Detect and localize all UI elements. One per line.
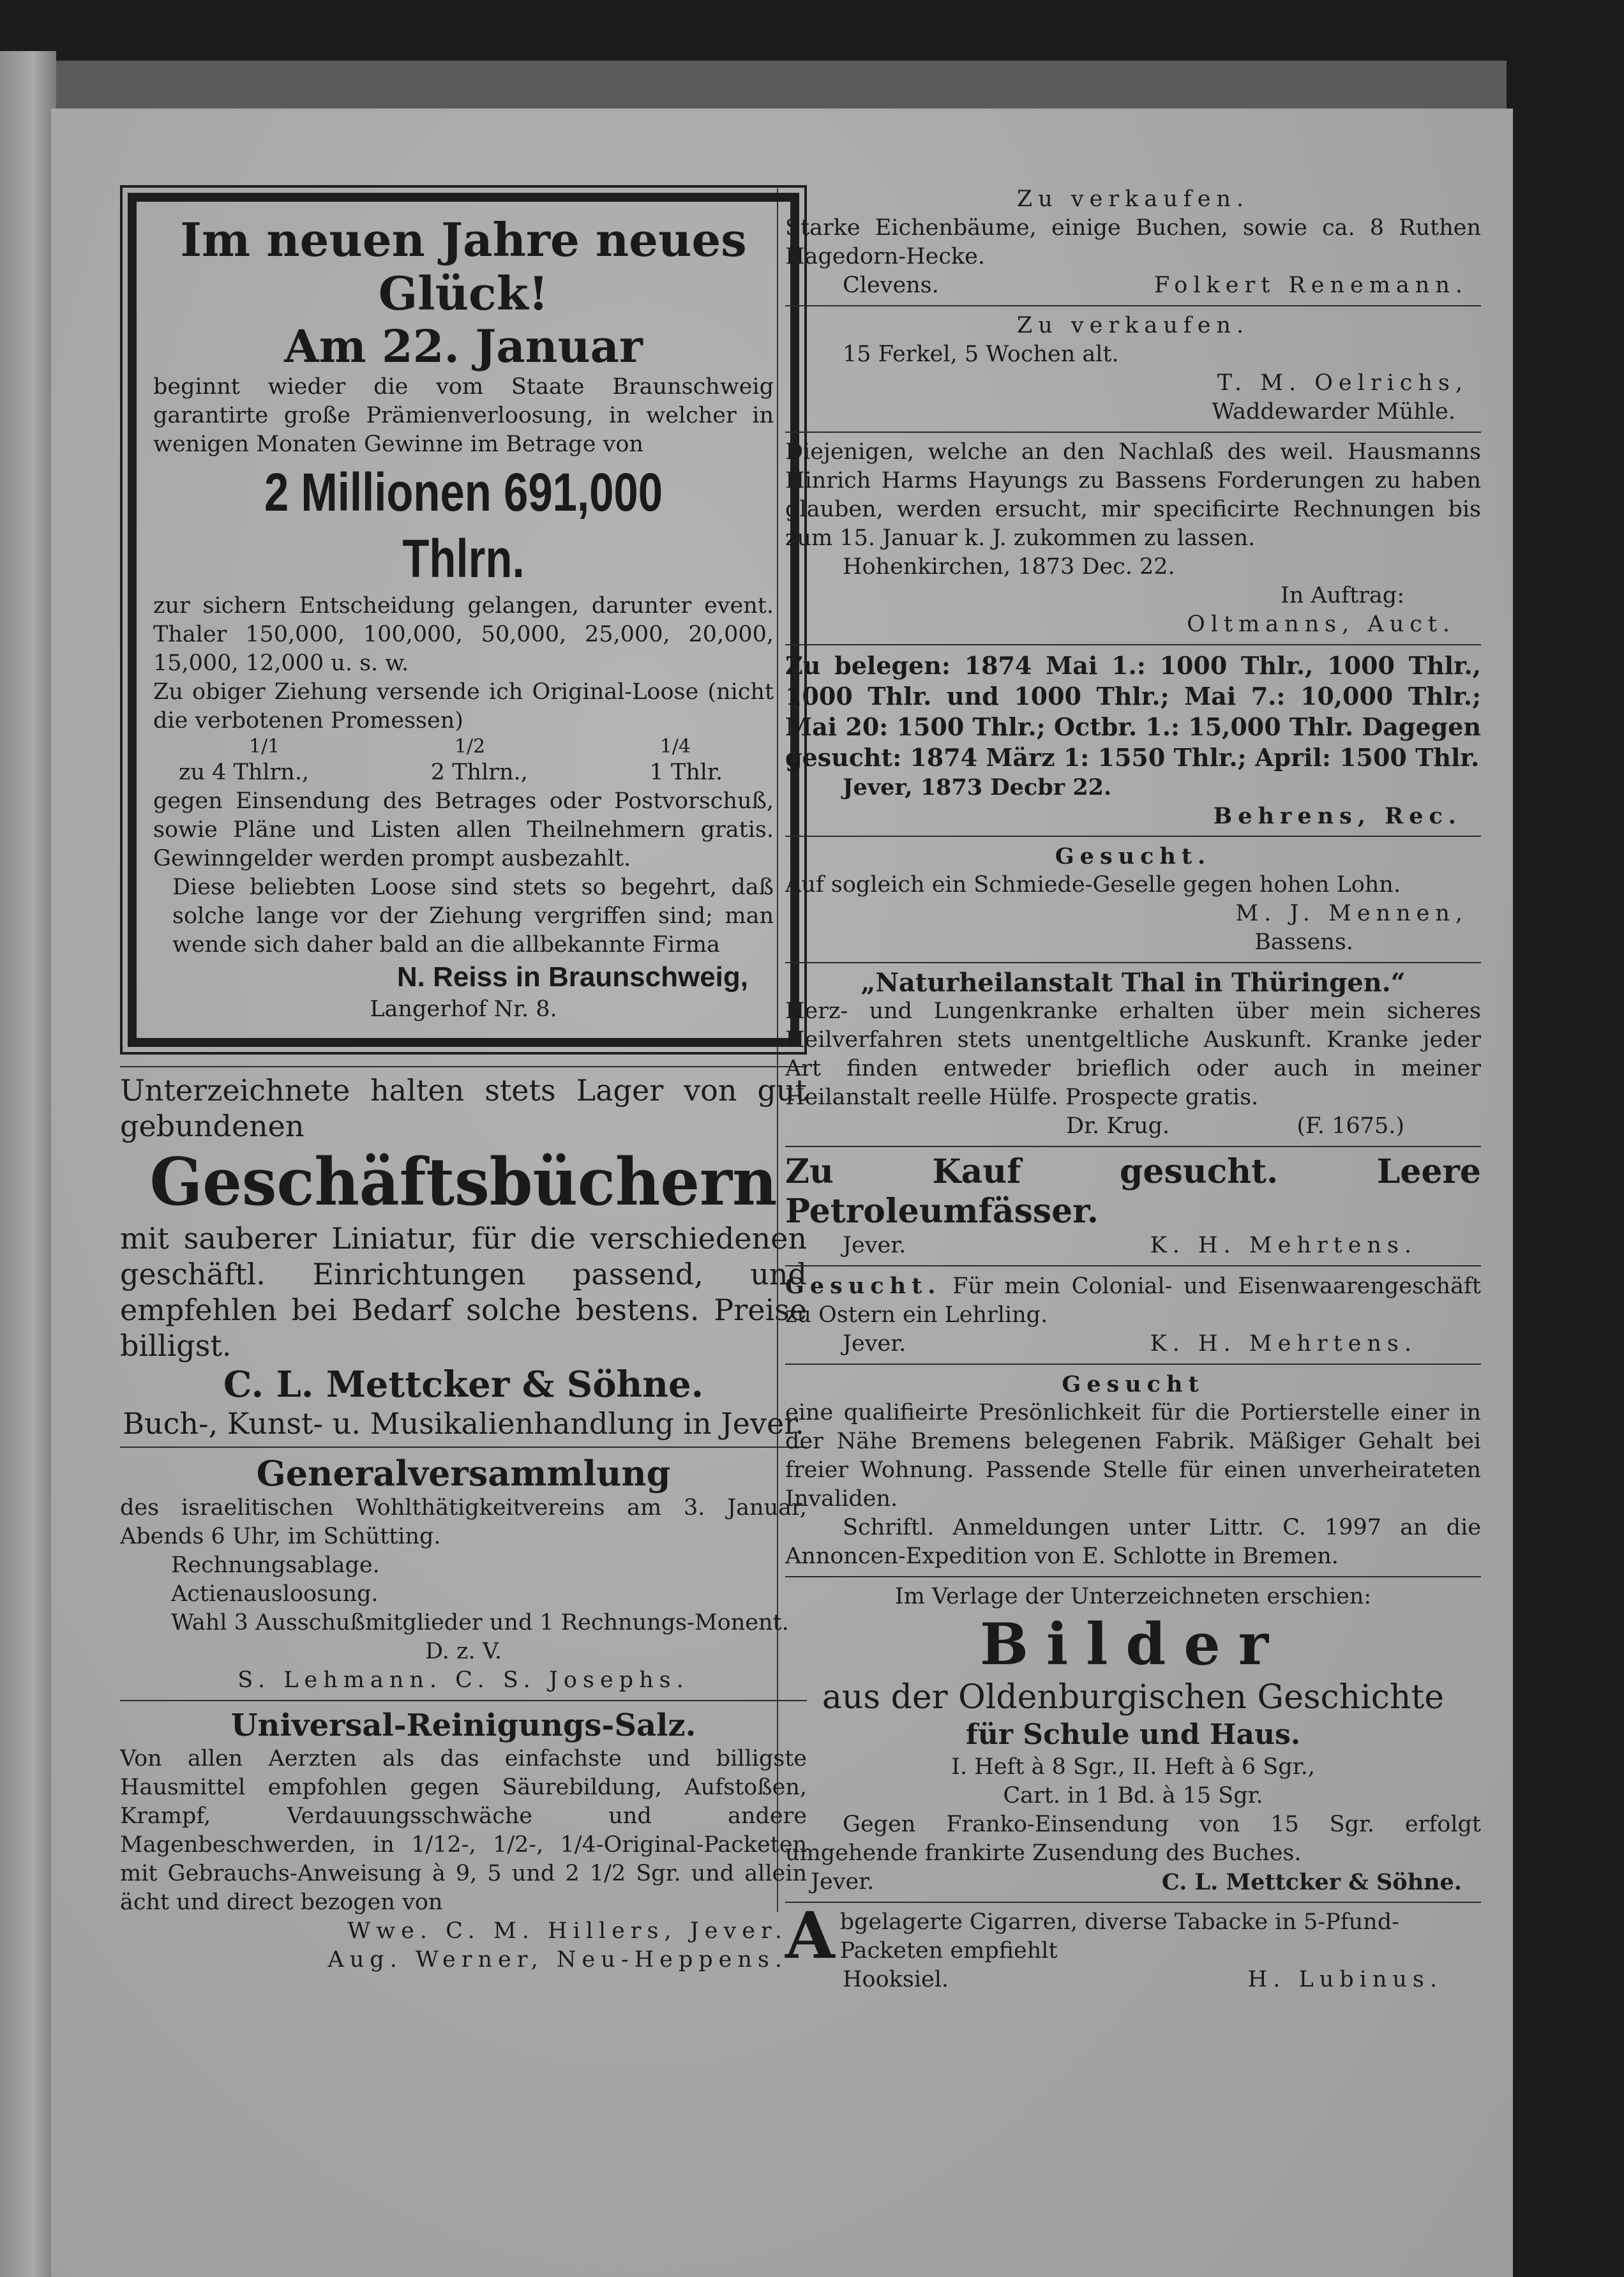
publisher-body: Gegen Franko-Einsendung von 15 Sgr. erfolgt umgehende frankirte Zusendung des Buches. [785, 1812, 1481, 1866]
apprentice-ad [785, 1272, 1481, 1358]
apprentice-place: Jever. [843, 1331, 906, 1356]
sale1-name: Folkert Renemann. [1154, 273, 1468, 298]
loan-notice [785, 650, 1481, 830]
sale2-title: Zu verkaufen. [1016, 313, 1250, 338]
sale2-name: T. M. Oelrichs, [1217, 370, 1468, 396]
sale1-title: Zu verkaufen. [1016, 186, 1250, 212]
cigar-place: Hooksiel. [843, 1967, 949, 1992]
clinic-sign: Dr. Krug. [1066, 1113, 1170, 1139]
salt-title: Universal-Reinigungs-Salz. [230, 1708, 696, 1743]
estate-body: Diejenigen, welche an den Nachlaß des weil. Hausmanns Hinrich Harms Hayungs zu Bassens Forderungen zu haben glauben, werden ersucht, mir specificirte Rechnungen bis zum 15. Januar k. J. zukommen zu lassen. [785, 439, 1481, 551]
books-title: Geschäftsbüchern [149, 1144, 778, 1221]
clinic-signature [785, 1112, 1481, 1141]
loan-name: Behrens, Rec. [1213, 803, 1462, 829]
publisher-title: Bilder [979, 1611, 1287, 1678]
fraction-whole: 1/1 [249, 735, 280, 758]
publisher-line-1: I. Heft à 8 Sgr., II. Heft à 6 Sgr., [951, 1754, 1315, 1780]
sale-notice-2 [785, 312, 1481, 426]
sale1-place: Clevens. [843, 273, 939, 298]
publisher-sub-2: für Schule und Haus. [965, 1718, 1301, 1751]
assembly-names: S. Lehmann. C. S. Josephs. [237, 1667, 689, 1693]
divider [785, 644, 1481, 645]
lottery-headline-2: Glück! [378, 266, 549, 320]
price-whole: zu 4 Thlrn., [179, 760, 310, 785]
barrel-signature [785, 1231, 1481, 1260]
lottery-para-2: Zu obiger Ziehung versende ich Original-Loose (nicht die verbotenen Promessen) [153, 679, 774, 733]
publisher-intro: Im Verlage der Unterzeichneten erschien: [894, 1584, 1372, 1609]
smith-name: M. J. Mennen, [1235, 901, 1468, 926]
cigar-text: bgelagerte Cigarren, diverse Tabacke in 5-Pfund-Packeten empfiehlt [839, 1909, 1399, 1964]
barrel-title: Zu Kauf gesucht. Leere Petroleumfässer. [785, 1152, 1481, 1231]
books-body: mit sauberer Liniatur, für die verschiedenen geschäftl. Einrichtungen passend, und empfehlen bei Bedarf solche bestens. Preise billigst. [120, 1221, 807, 1363]
smith-title: Gesucht. [1055, 843, 1212, 869]
lottery-date: Am 22. Januar [284, 320, 643, 373]
newspaper-page [51, 109, 1513, 2277]
publisher-firm: C. L. Mettcker & Söhne. [1161, 1869, 1462, 1895]
publisher-signature [785, 1868, 1481, 1897]
porter-ad [785, 1370, 1481, 1571]
divider [120, 1447, 807, 1448]
apprentice-body [785, 1272, 1481, 1330]
smith-body: Auf sogleich ein Schmiede-Geselle gegen hohen Lohn. [785, 872, 1401, 898]
loan-date: Jever, 1873 Decbr 22. [843, 774, 1112, 800]
porter-body: eine qualifieirte Presönlichkeit für die Portierstelle einer in der Nähe Bremens belegenen Fabrik. Mäßiger Gehalt bei freier Wohnung. Passende Stelle für einen unverheirateten Invaliden. [785, 1400, 1481, 1512]
divider [785, 836, 1481, 837]
clinic-ref: (F. 1675.) [1297, 1113, 1404, 1139]
salt-ad [120, 1706, 807, 1974]
price-quarter: 1 Thlr. [649, 760, 723, 785]
assembly-notice [120, 1453, 807, 1695]
divider [785, 1364, 1481, 1365]
lottery-prices [153, 758, 774, 787]
barrel-place: Jever. [843, 1233, 906, 1258]
assembly-title: Generalversammlung [256, 1453, 671, 1494]
books-sub: Buch-, Kunst- u. Musikalienhandlung in Jever. [123, 1406, 804, 1441]
barrel-ad [785, 1152, 1481, 1260]
publisher-line-2: Cart. in 1 Bd. à 15 Sgr. [1003, 1783, 1263, 1808]
books-ad [120, 1072, 807, 1441]
sale1-signature [785, 271, 1481, 300]
estate-notice [785, 438, 1481, 639]
clinic-ad [785, 968, 1481, 1141]
assembly-item: Rechnungsablage. [171, 1552, 380, 1578]
clinic-title: „Naturheilanstalt Thal in Thüringen.“ [861, 968, 1406, 998]
publisher-place: Jever. [811, 1869, 875, 1895]
apprentice-title: Gesucht. [785, 1273, 942, 1299]
divider [785, 1576, 1481, 1577]
lottery-firm: N. Reiss in Braunschweig, [396, 961, 748, 993]
divider [120, 1700, 807, 1701]
cigar-ad [785, 1898, 1481, 1994]
apprentice-text: Für mein Colonial- und Eisenwaarengeschäft zu Ostern ein Lehrling. [785, 1274, 1481, 1328]
salt-body: Von allen Aerzten als das einfachste und billigste Hausmittel empfohlen gegen Säurebildung, Aufstoßen, Krampf, Verdauungsschwäche und andere Magenbeschwerden, in 1/12-, 1/2-, 1/4-Original-Packeten mit Gebrauchs-Anweisung à 9, 5 und 2 1/2 Sgr. und allein ächt und direct bezogen von [120, 1746, 807, 1915]
estate-date: Hohenkirchen, 1873 Dec. 22. [843, 554, 1175, 580]
divider [785, 1265, 1481, 1266]
sale1-body: Starke Eichenbäume, einige Buchen, sowie ca. 8 Ruthen Hagedorn-Hecke. [785, 215, 1481, 269]
divider [785, 1146, 1481, 1147]
clinic-body: Herz- und Lungenkranke erhalten über mein sicheres Heilverfahren stets unentgeltliche Auskunft. Kranke jeder Art finden entweder brieflich oder auch in meiner Heilanstalt reelle Hülfe. Prospecte gratis. [785, 998, 1481, 1110]
books-firm: C. L. Mettcker & Söhne. [223, 1364, 704, 1406]
lottery-para-4: Diese beliebten Loose sind stets so begehrt, daß solche lange vor der Ziehung vergriffen sind; man wende sich daher bald an die allbekannte Firma [172, 875, 774, 958]
publisher-ad [785, 1582, 1481, 1897]
loan-body: Zu belegen: 1874 Mai 1.: 1000 Thlr., 1000 Thlr., 1000 Thlr. und 1000 Thlr.; Mai 7.: 10,000 Thlr.; Mai 20: 1500 Thlr.; Octbr. 1.: 15,000 Thlr. Dagegen gesucht: 1874 März 1: 1550 Thlr.; April: 1500 Thlr. [785, 651, 1481, 772]
assembly-item: Actienausloosung. [171, 1581, 379, 1607]
lottery-intro: beginnt wieder die vom Staate Braunschweig garantirte große Prämienverloosung, in welcher in wenigen Monaten Gewinne im Betrage von [153, 374, 774, 457]
left-page-edge [0, 51, 56, 2277]
assembly-body: des israelitischen Wohlthätigkeitvereins am 3. Januar, Abends 6 Uhr, im Schütting. [120, 1495, 807, 1549]
barrel-name: K. H. Mehrtens. [1150, 1233, 1417, 1258]
divider [785, 962, 1481, 963]
salt-seller-1: Wwe. C. M. Hillers, Jever. [347, 1918, 788, 1944]
estate-order: In Auftrag: [1280, 583, 1404, 608]
price-half: 2 Thlrn., [430, 760, 528, 785]
lottery-headline: Im neuen Jahre neues [180, 213, 747, 267]
assembly-sign: D. z. V. [425, 1639, 502, 1664]
porter-body-2: Schriftl. Anmeldungen unter Littr. C. 1997 an die Annoncen-Expedition von E. Schlotte in Bremen. [785, 1515, 1481, 1569]
lottery-para-1: zur sichern Entscheidung gelangen, darunter event. Thaler 150,000, 100,000, 50,000, 25,000, 20,000, 15,000, 12,000 u. s. w. [153, 593, 774, 676]
lottery-address: Langerhof Nr. 8. [370, 996, 557, 1022]
estate-name: Oltmanns, Auct. [1187, 612, 1455, 637]
lottery-fractions [153, 735, 774, 758]
cigar-initial: A [785, 1898, 835, 1973]
divider [120, 1066, 807, 1067]
publisher-sub-1: aus der Oldenburgischen Geschichte [822, 1678, 1445, 1717]
cigar-body [785, 1898, 1481, 1973]
sale2-place: Waddewarder Mühle. [1212, 399, 1455, 425]
apprentice-signature [785, 1330, 1481, 1358]
left-column [120, 185, 807, 1974]
smith-notice [785, 842, 1481, 957]
sale-notice-1 [785, 185, 1481, 300]
divider [785, 305, 1481, 306]
cigar-name: H. Lubinus. [1247, 1967, 1443, 1992]
assembly-item: Wahl 3 Ausschußmitglieder und 1 Rechnungs-Monent. [171, 1610, 789, 1635]
apprentice-name: K. H. Mehrtens. [1150, 1331, 1417, 1356]
books-intro: Unterzeichnete halten stets Lager von gut gebundenen [120, 1073, 807, 1143]
divider [785, 1902, 1481, 1903]
porter-title: Gesucht [1062, 1371, 1205, 1397]
lottery-ad-inner [128, 193, 799, 1047]
right-column [785, 185, 1481, 1994]
divider [785, 432, 1481, 433]
lottery-ad [120, 185, 807, 1055]
salt-seller-2: Aug. Werner, Neu-Heppens. [327, 1947, 788, 1973]
fraction-quarter: 1/4 [659, 735, 691, 758]
smith-place: Bassens. [1254, 929, 1353, 955]
cigar-signature [785, 1965, 1481, 1994]
sale2-body: 15 Ferkel, 5 Wochen alt. [843, 342, 1119, 367]
lottery-amount: 2 Millionen 691,000 Thlrn. [264, 462, 663, 589]
lottery-para-3: gegen Einsendung des Betrages oder Postvorschuß, sowie Pläne und Listen allen Theilnehmern gratis. Gewinngelder werden prompt ausbezahlt. [153, 788, 774, 871]
fraction-half: 1/2 [454, 735, 486, 758]
